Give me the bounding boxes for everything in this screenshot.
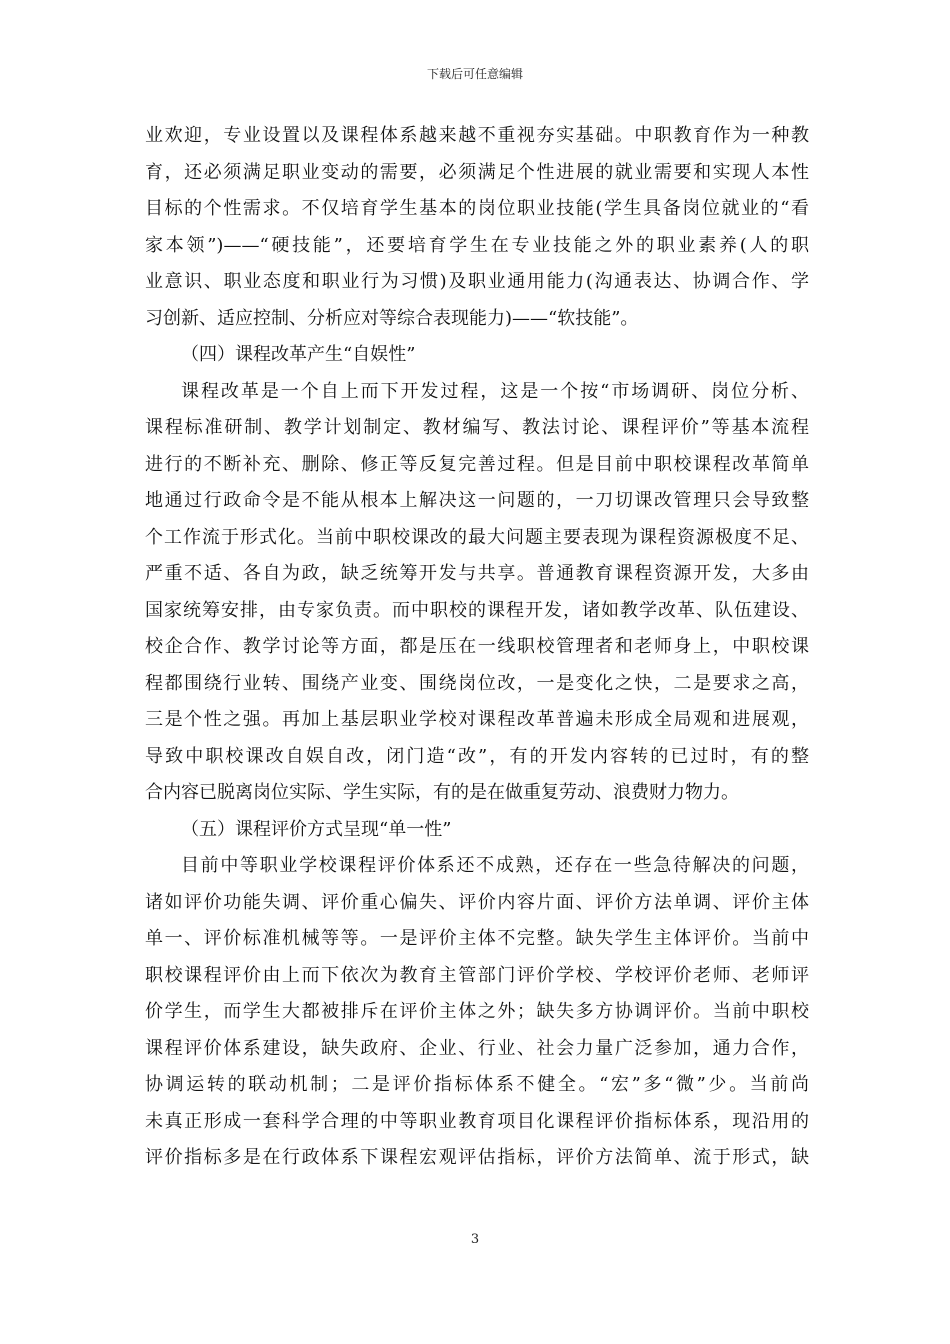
text-line: 地通过行政命令是不能从根本上解决这一问题的，一刀切课改管理只会导致整 xyxy=(145,490,809,511)
text-line: 课程评价体系建设，缺失政府、企业、行业、社会力量广泛参加，通力合作， xyxy=(145,1037,809,1059)
text-line: 校企合作、教学讨论等方面，都是压在一线职校管理者和老师身上，中职校课 xyxy=(145,636,809,657)
text-line: 导致中职校课改自娱自改，闭门造“改”，有的开发内容转的已过时，有的整 xyxy=(145,745,809,767)
text-line: 个工作流于形式化。当前中职校课改的最大问题主要表现为课程资源极度不足、 xyxy=(145,526,809,548)
text-line: 评价指标多是在行政体系下课程宏观评估指标，评价方法简单、流于形式，缺 xyxy=(145,1147,809,1168)
text-line: 目前中等职业学校课程评价体系还不成熟，还存在一些急待解决的问题， xyxy=(181,855,809,876)
text-line: 习创新、适应控制、分析应对等综合表现能力)——“软技能”。 xyxy=(145,307,639,329)
document-body xyxy=(145,118,809,1177)
text-line: 家本领”)——“硬技能”，还要培育学生在专业技能之外的职业素养(人的职 xyxy=(145,234,809,256)
text-line: 业欢迎，专业设置以及课程体系越来越不重视夯实基础。中职教育作为一种教 xyxy=(145,125,809,146)
text-line: 目标的个性需求。不仅培育学生基本的岗位职业技能(学生具备岗位就业的“看 xyxy=(145,198,809,219)
text-line: 协调运转的联动机制；二是评价指标体系不健全。“宏”多“微”少。当前尚 xyxy=(145,1074,809,1095)
text-line: 未真正形成一套科学合理的中等职业教育项目化课程评价指标体系，现沿用的 xyxy=(145,1110,809,1132)
page-header: 下载后可任意编辑 xyxy=(426,67,523,81)
page-number: 3 xyxy=(470,1232,480,1247)
text-line: 严重不适、各自为政，缺乏统筹开发与共享。普通教育课程资源开发，大多由 xyxy=(145,563,809,584)
text-line: 单一、评价标准机械等等。一是评价主体不完整。缺失学生主体评价。当前中 xyxy=(145,928,809,949)
text-line: 国家统筹安排，由专家负责。而中职校的课程开发，诸如教学改革、队伍建设、 xyxy=(145,599,809,621)
text-line: 课程改革是一个自上而下开发过程，这是一个按“市场调研、岗位分析、 xyxy=(181,380,809,402)
text-line: 诸如评价功能失调、评价重心偏失、评价内容片面、评价方法单调、评价主体 xyxy=(145,891,809,913)
text-line: 业意识、职业态度和职业行为习惯)及职业通用能力(沟通表达、协调合作、学 xyxy=(145,271,809,292)
text-line: 进行的不断补充、删除、修正等反复完善过程。但是目前中职校课程改革简单 xyxy=(145,453,809,475)
text-line: 职校课程评价由上而下依次为教育主管部门评价学校、学校评价老师、老师评 xyxy=(145,964,809,986)
text-line: 价学生，而学生大都被排斥在评价主体之外；缺失多方协调评价。当前中职校 xyxy=(145,1001,809,1022)
text-line: 课程标准研制、教学计划制定、教材编写、教法讨论、课程评价”等基本流程 xyxy=(145,417,809,438)
section-heading: （五）课程评价方式呈现“单一性” xyxy=(181,818,452,840)
section-heading: （四）课程改革产生“自娱性” xyxy=(181,344,416,365)
text-line: 三是个性之强。再加上基层职业学校对课程改革普遍未形成全局观和进展观， xyxy=(145,709,809,730)
text-line: 合内容已脱离岗位实际、学生实际，有的是在做重复劳动、浪费财力物力。 xyxy=(145,782,739,803)
text-line: 程都围绕行业转、围绕产业变、围绕岗位改，一是变化之快，二是要求之高， xyxy=(145,672,809,694)
text-line: 育，还必须满足职业变动的需要，必须满足个性进展的就业需要和实现人本性 xyxy=(145,161,809,183)
